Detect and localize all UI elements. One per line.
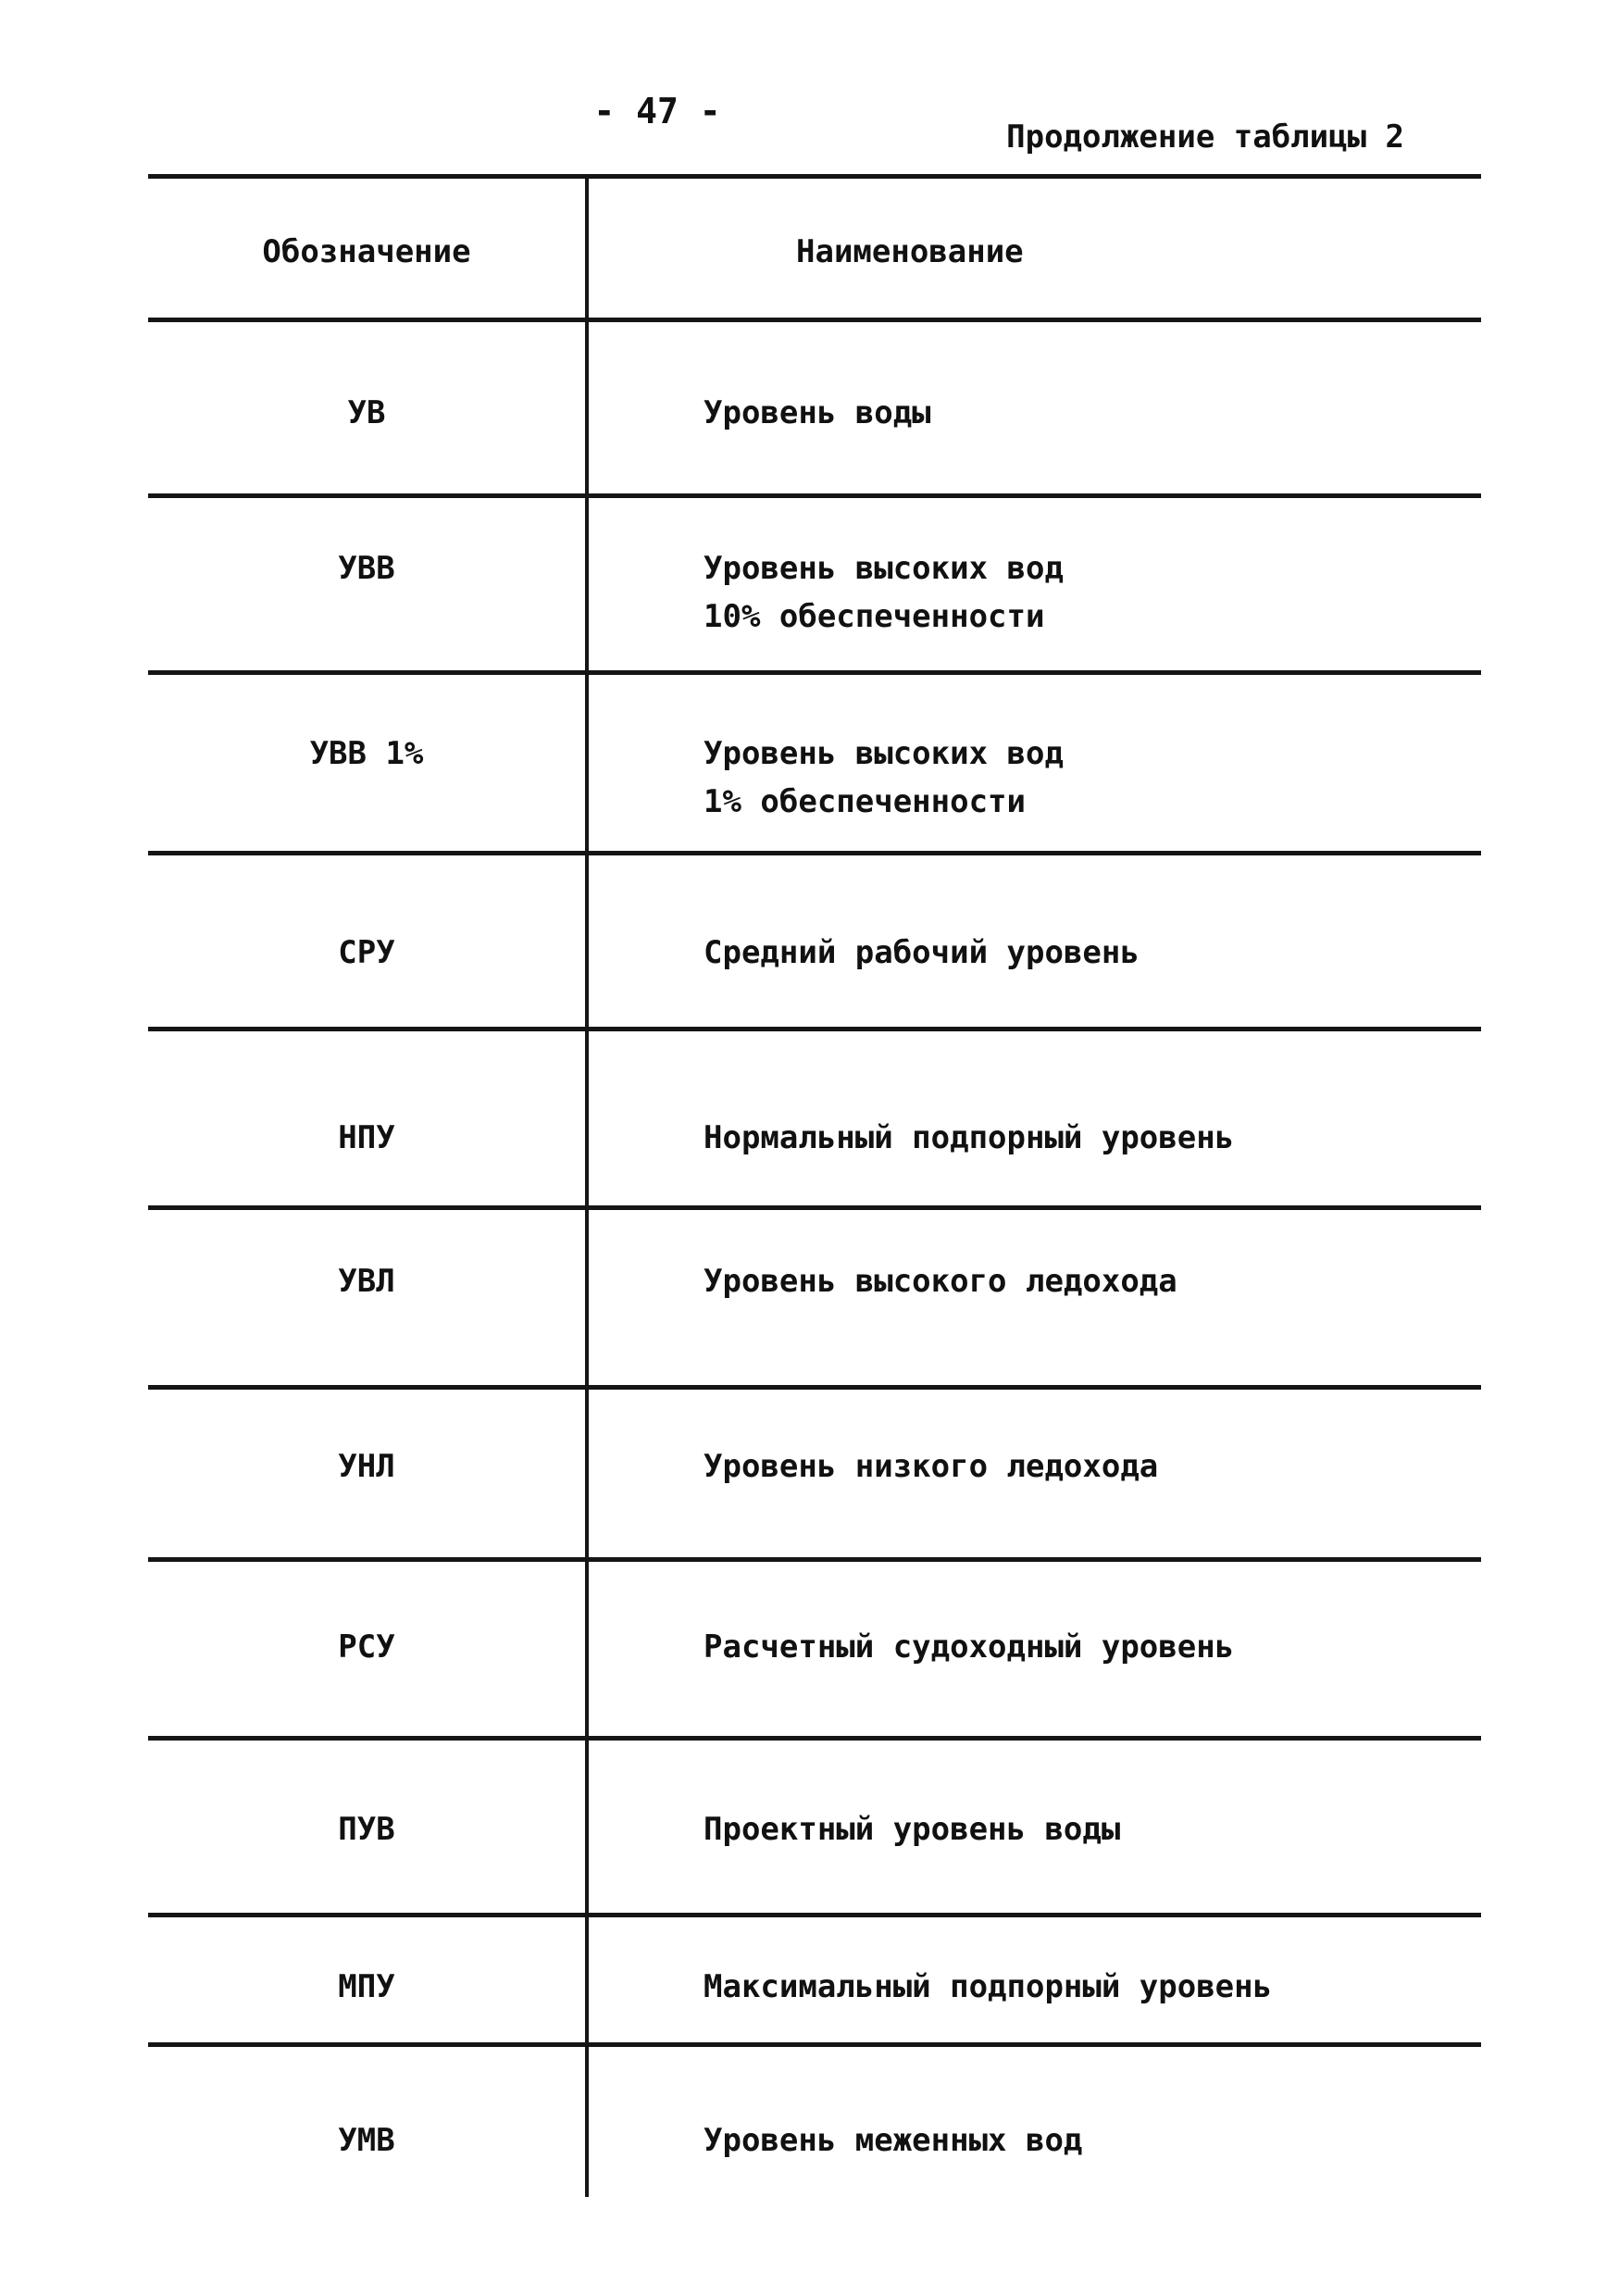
row-name-line: Расчетный судоходный уровень — [704, 1628, 1235, 1666]
row-name — [704, 1114, 1463, 1162]
row-rule — [148, 1027, 1481, 1031]
row-name-line: Уровень высоких вод — [704, 735, 1064, 772]
row-name-line: Нормальный подпорный уровень — [704, 1119, 1235, 1156]
row-name-line: Уровень низкого ледохода — [704, 1448, 1159, 1485]
table-continuation-label: Продолжение таблицы 2 — [1006, 119, 1404, 156]
row-code: УВВ 1% — [309, 735, 424, 772]
row-name-line: 1% обеспеченности — [704, 783, 1026, 820]
header-rule — [148, 318, 1481, 322]
row-name-line: Проектный уровень воды — [704, 1811, 1121, 1848]
row-name — [704, 544, 1463, 641]
row-name-line: Уровень высоких вод — [704, 550, 1064, 587]
row-name — [704, 1257, 1463, 1305]
row-code: УВВ — [338, 550, 395, 587]
row-name — [704, 2116, 1463, 2165]
row-name — [704, 929, 1463, 977]
row-name-line: Уровень воды — [704, 394, 931, 431]
page-number: - 47 - — [593, 91, 721, 131]
row-name — [704, 1442, 1463, 1491]
row-name — [704, 730, 1463, 826]
row-rule — [148, 1205, 1481, 1210]
row-code: УВЛ — [338, 1263, 395, 1300]
row-name-line: 10% обеспеченности — [704, 598, 1045, 635]
row-rule — [148, 1557, 1481, 1562]
row-name-line: Максимальный подпорный уровень — [704, 1968, 1273, 2005]
row-code: РСУ — [338, 1628, 395, 1666]
row-rule — [148, 1385, 1481, 1390]
row-rule — [148, 493, 1481, 498]
row-code: УНЛ — [338, 1448, 395, 1485]
row-name-line: Уровень высокого ледохода — [704, 1263, 1177, 1300]
row-code: УВ — [347, 394, 386, 431]
header-designation: Обозначение — [262, 233, 471, 270]
row-name-line: Уровень меженных вод — [704, 2122, 1083, 2159]
row-rule — [148, 1736, 1481, 1741]
row-name — [704, 1805, 1463, 1853]
column-divider — [585, 174, 589, 2197]
row-code: ПУВ — [338, 1811, 395, 1848]
row-code: УМВ — [338, 2122, 395, 2159]
row-name-line: Средний рабочий уровень — [704, 934, 1140, 971]
row-rule — [148, 670, 1481, 675]
row-rule — [148, 2042, 1481, 2047]
row-name — [704, 1963, 1463, 2011]
row-rule — [148, 851, 1481, 855]
header-name: Наименование — [796, 233, 1024, 270]
table-top-rule — [148, 174, 1481, 179]
row-code: МПУ — [338, 1968, 395, 2005]
row-name — [704, 1623, 1463, 1671]
row-name — [704, 389, 1463, 437]
row-code: СРУ — [338, 934, 395, 971]
row-code: НПУ — [338, 1119, 395, 1156]
row-rule — [148, 1913, 1481, 1917]
